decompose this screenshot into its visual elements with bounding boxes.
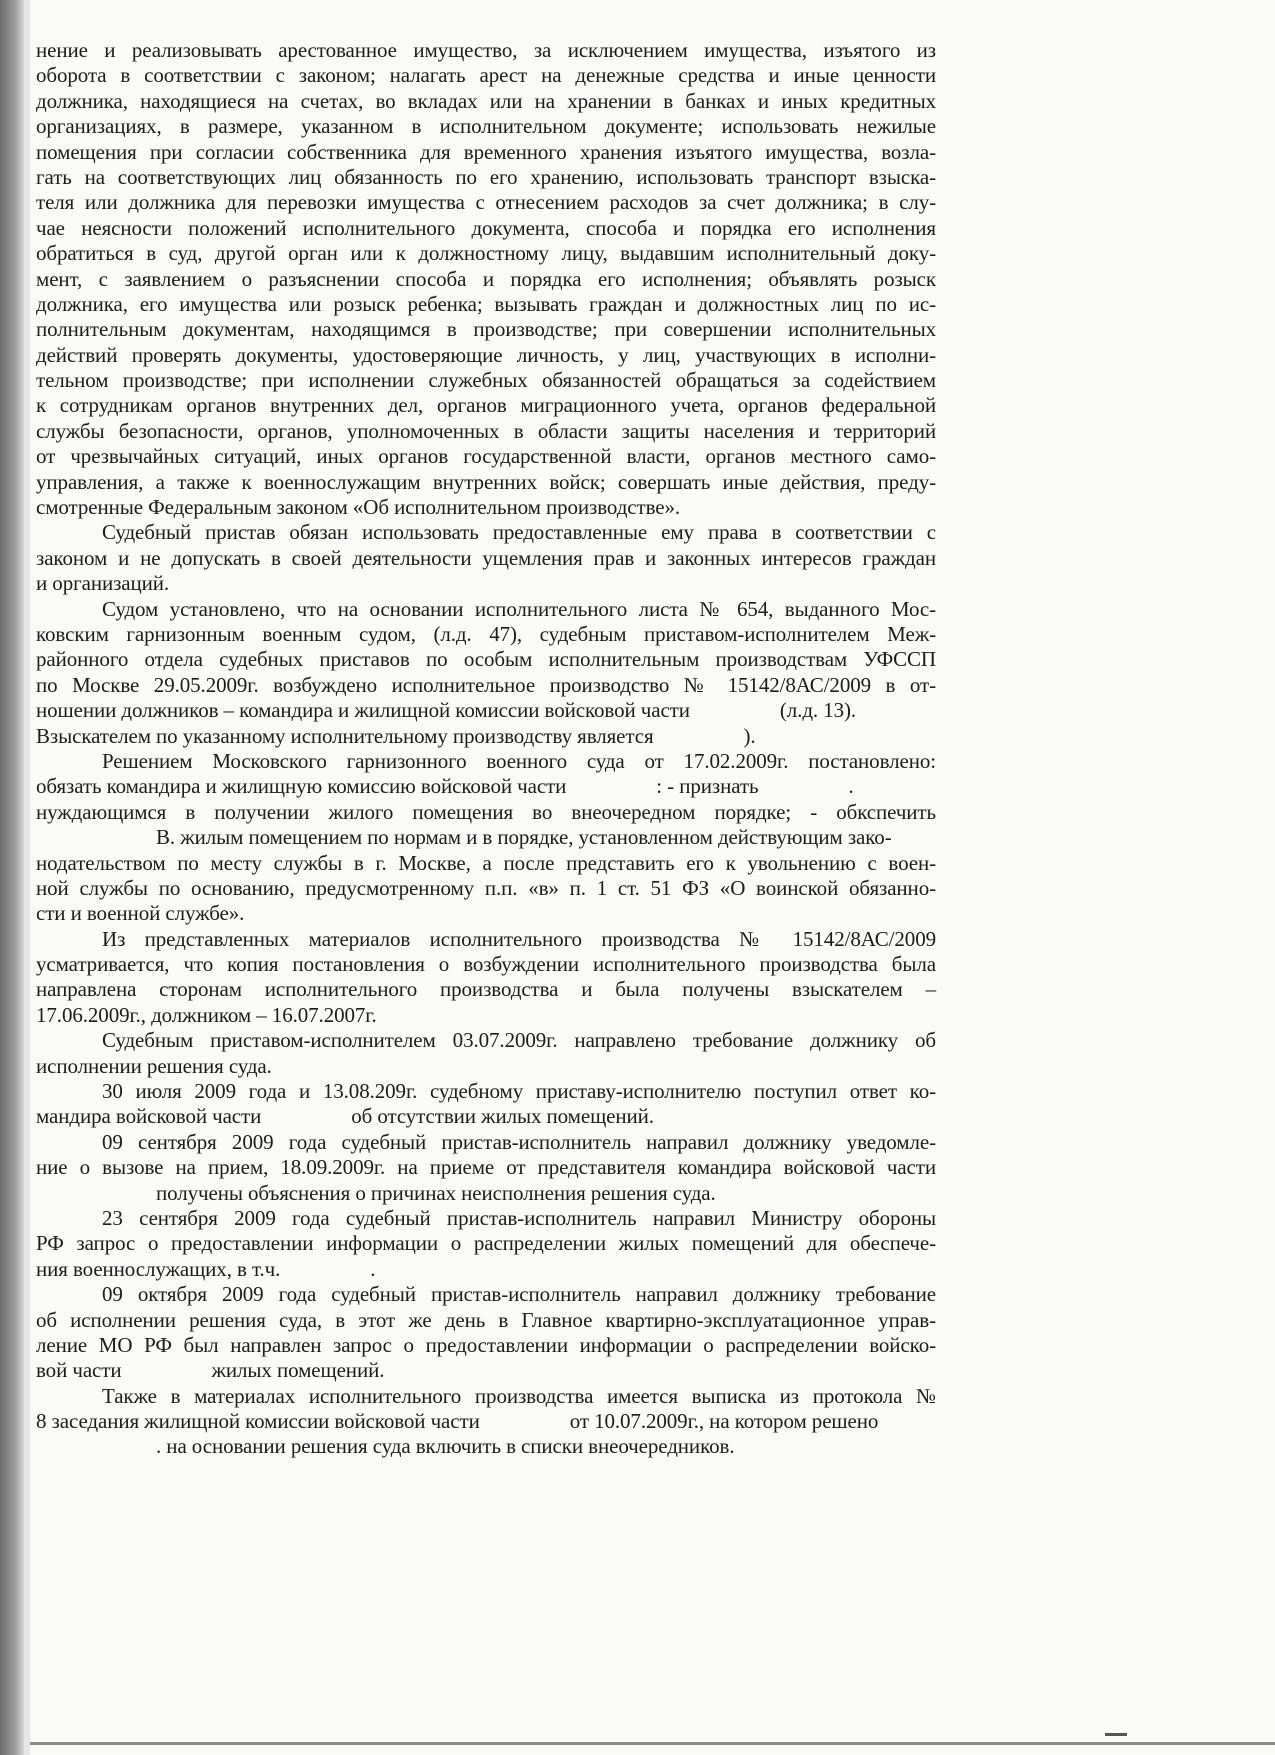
text-line: должника, находящиеся на счетах, во вкладах или на хранении в банках и иных кредитных (36, 88, 936, 113)
text-segment: В. жилым помещением по нормам и в порядке, установленном действующим зако- (156, 825, 892, 850)
text-line: оборота в соответствии с законом; налагать арест на денежные средства и иные ценности (36, 63, 936, 88)
text-segment: (л.д. 13). (779, 698, 857, 723)
text-line: смотренные Федеральным законом «Об исполнительном производстве». (36, 495, 681, 520)
text-line: гать на соответствующих лиц обязанность по его хранению, использовать транспорт взыска- (36, 164, 936, 189)
text-line: должника, его имущества или розыск ребенка; вызывать граждан и должностных лиц по ис- (36, 291, 936, 316)
text-line: сти и военной службе». (36, 901, 245, 926)
text-line: к сотрудникам органов внутренних дел, органов миграционного учета, органов федеральной (36, 393, 936, 418)
text-line: и организаций. (36, 571, 170, 596)
text-line: нение и реализовывать арестованное имущество, за исключением имущества, изъятого из (36, 38, 936, 62)
text-line: мент, с заявлением о разъяснении способа и порядка его исполнения; объявлять розыск (36, 266, 936, 291)
text-line: Решением Московского гарнизонного военного суда от 17.02.2009г. постановлено: (102, 748, 936, 773)
text-line: направлена сторонам исполнительного производства и была получены взыскателем – (36, 977, 936, 1002)
paragraph (36, 1282, 936, 1384)
paragraph (36, 520, 936, 596)
paragraph (36, 1028, 936, 1079)
text-segment: ношении должников – командира и жилищной комиссии войсковой части (36, 698, 690, 723)
text-line: исполнении решения суда. (36, 1053, 272, 1078)
paragraph (36, 1206, 936, 1282)
text-line: Из представленных материалов исполнительного производства № 15142/8АС/2009 (102, 926, 936, 951)
text-line: ление МО РФ был направлен запрос о предоставлении информации о распределении войско- (36, 1332, 936, 1357)
text-line: теля или должника для перевозки имущества с отнесением расходов за счет должника; в слу- (36, 190, 936, 215)
text-line: обратиться в суд, другой орган или к должностному лицу, выдавшим исполнительный доку- (36, 241, 936, 266)
text-line: управления, а также к военнослужащим внутренних войск; совершать иные действия, преду- (36, 469, 936, 494)
text-segment: получены объяснения о причинах неисполнения решения суда. (156, 1180, 716, 1205)
text-segment: . на основании решения суда включить в списки внеочередников. (156, 1434, 735, 1459)
text-segment: от 10.07.2009г., на котором решено (569, 1409, 879, 1434)
text-line (36, 1104, 936, 1129)
text-line: Судебный пристав обязан использовать предоставленные ему права в соответствии с (102, 520, 936, 545)
paragraph (36, 927, 936, 1029)
text-line (36, 1181, 936, 1206)
text-line: ние о вызове на прием, 18.09.2009г. на приеме от представителя командира войсковой части (36, 1155, 936, 1180)
text-line: от чрезвычайных ситуаций, иных органов государственной власти, органов местного само- (36, 444, 936, 469)
paragraph (36, 1079, 936, 1130)
scan-bottom-edge (30, 1742, 1275, 1745)
paragraph (36, 38, 936, 520)
text-line: помещения при согласии собственника для временного хранения изъятого имущества, возла- (36, 139, 936, 164)
text-segment: : - признать (656, 774, 759, 799)
document-page-body (36, 38, 936, 1460)
text-line (36, 1409, 936, 1434)
text-line: усматривается, что копия постановления о возбуждении исполнительного производства была (36, 952, 936, 977)
text-segment: . (848, 774, 854, 799)
text-line: Также в материалах исполнительного производства имеется выписка из протокола № (102, 1383, 936, 1408)
text-line: тельном производстве; при исполнении служебных обязанностей обращаться за содействием (36, 368, 936, 393)
text-line: 30 июля 2009 года и 13.08.209г. судебному приставу-исполнителю поступил ответ ко- (102, 1079, 936, 1104)
text-segment: мандира войсковой части (36, 1104, 262, 1129)
text-line: 09 октября 2009 года судебный пристав-исполнитель направил должнику требование (102, 1282, 936, 1307)
text-line: нодательством по месту службы в г. Москве, а после представить его к увольнению с воен- (36, 850, 936, 875)
text-line: по Москве 29.05.2009г. возбуждено исполнительное производство № 15142/8АС/2009 в от- (36, 672, 936, 697)
paragraph (36, 1384, 936, 1460)
text-line: РФ запрос о предоставлении информации о распределении жилых помещений для обеспече- (36, 1231, 936, 1256)
text-line (36, 724, 936, 749)
text-segment: ния военнослужащих, в т.ч. (36, 1256, 281, 1281)
text-line: Судебным приставом-исполнителем 03.07.2009г. направлено требование должнику об (102, 1028, 936, 1053)
text-segment: . (370, 1256, 376, 1281)
text-segment: 8 заседания жилищной комиссии войсковой части (36, 1409, 480, 1434)
paragraph (36, 1130, 936, 1206)
text-segment: обязать командира и жилищную комиссию войсковой части (36, 774, 567, 799)
text-line: чае неясности положений исполнительного документа, способа и порядка его исполнения (36, 215, 936, 240)
text-line: районного отдела судебных приставов по особым исполнительным производствам УФССП (36, 647, 936, 672)
text-line (36, 1257, 936, 1282)
text-line: полнительным документам, находящимся в производстве; при совершении исполнительных (36, 317, 936, 342)
paragraph (36, 749, 936, 927)
text-line: об исполнении решения суда, в этот же день в Главное квартирно-эксплуатационное управ- (36, 1307, 936, 1332)
scan-mark (1105, 1733, 1127, 1736)
text-line: 09 сентября 2009 года судебный пристав-исполнитель направил должнику уведомле- (102, 1129, 936, 1154)
text-line: нуждающимся в получении жилого помещения во внеочередном порядке; - обкспечить (36, 799, 936, 824)
text-segment: жилых помещений. (211, 1358, 385, 1383)
text-line (36, 1358, 936, 1383)
text-line: службы безопасности, органов, уполномоченных в области защиты населения и территорий (36, 418, 936, 443)
text-line: 23 сентября 2009 года судебный пристав-исполнитель направил Министру обороны (102, 1205, 936, 1230)
text-line: 17.06.2009г., должником – 16.07.2007г. (36, 1002, 377, 1027)
text-segment: об отсутствии жилых помещений. (351, 1104, 654, 1129)
text-line: действий проверять документы, удостоверяющие личность, у лиц, участвующих в исполни- (36, 342, 936, 367)
text-segment: Взыскателем по указанному исполнительному производству является (36, 723, 654, 748)
text-segment: ). (743, 723, 756, 748)
text-segment: вой части (36, 1358, 122, 1383)
text-line: Судом установлено, что на основании исполнительного листа № 654, выданного Мос- (102, 596, 936, 621)
text-line: ковским гарнизонным военным судом, (л.д. 47), судебным приставом-исполнителем Меж- (36, 621, 936, 646)
text-line (36, 774, 936, 799)
paragraph (36, 597, 936, 749)
scan-edge-highlight (24, 0, 30, 1755)
text-line (36, 1434, 936, 1459)
text-line (36, 698, 936, 723)
text-line: ной службы по основанию, предусмотренному п.п. «в» п. 1 ст. 51 ФЗ «О воинской обязанно- (36, 875, 936, 900)
text-line: организациях, в размере, указанном в исполнительном документе; использовать нежилые (36, 114, 936, 139)
text-line: законом и не допускать в своей деятельности ущемления прав и законных интересов граждан (36, 545, 936, 570)
scan-edge-shadow (0, 0, 24, 1755)
text-line (36, 825, 936, 850)
